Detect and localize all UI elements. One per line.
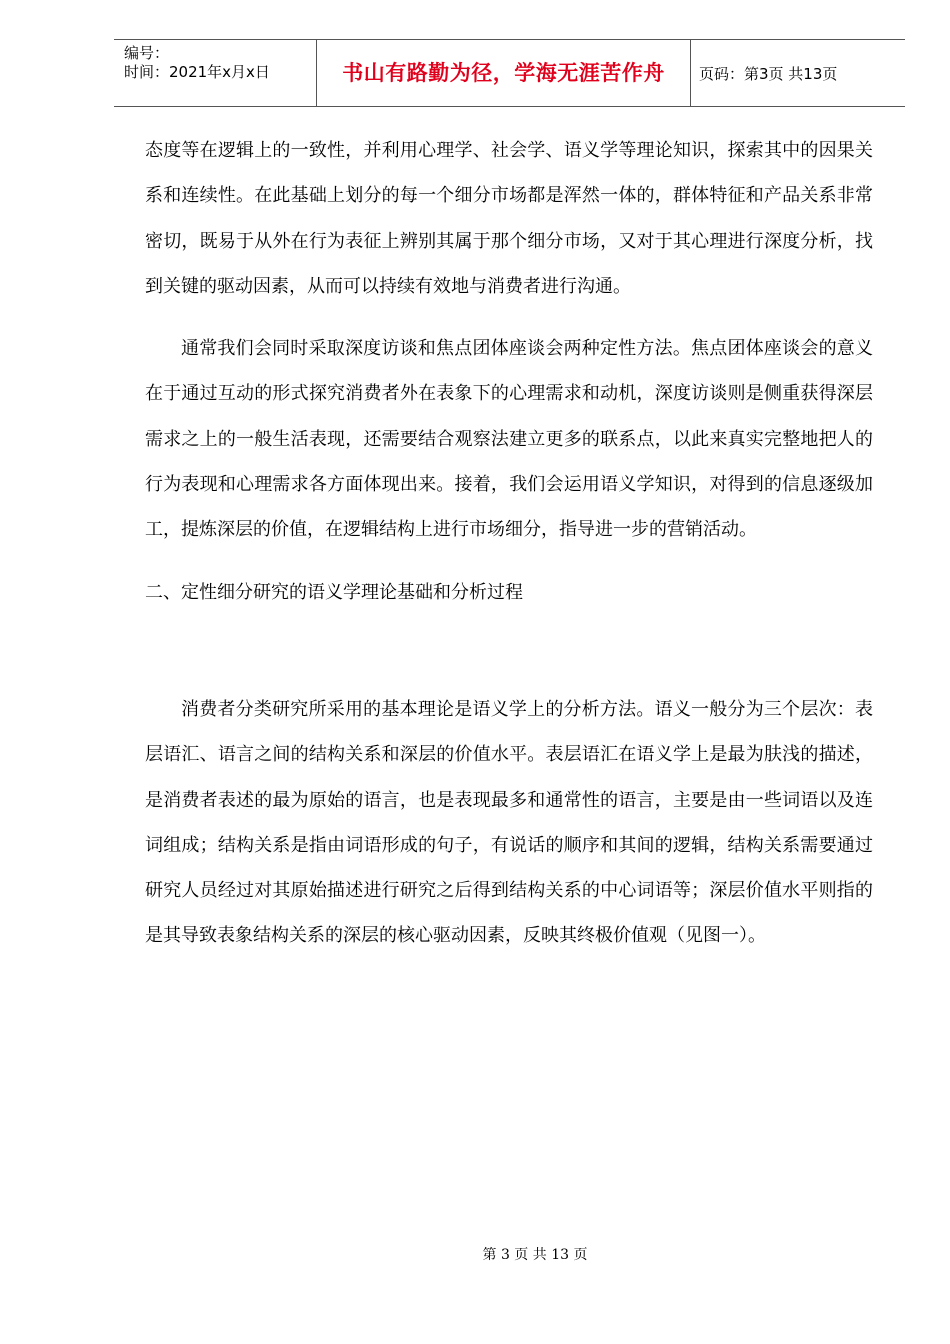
page-header bbox=[114, 39, 905, 107]
body-paragraph: 态度等在逻辑上的一致性，并利用心理学、社会学、语义学等理论知识，探索其中的因果关系和连续性。在此基础上划分的每一个细分市场都是浑然一体的，群体特征和产品关系非常密切，既易于从外在行为表征上辨别其属于那个细分市场，又对于其心理进行深度分析，找到关键的驱动因素，从而可以持续有效地与消费者进行沟通。 bbox=[145, 140, 873, 297]
body-paragraph: 消费者分类研究所采用的基本理论是语义学上的分析方法。语义一般分为三个层次：表层语汇、语言之间的结构关系和深层的价值水平。表层语汇在语义学上是最为肤浅的描述，是消费者表述的最为原始的语言，也是表现最多和通常性的语言，主要是由一些词语以及连词组成；结构关系是指由词语形成的句子，有说话的顺序和其间的逻辑，结构关系需要通过研究人员经过对其原始描述进行研究之后得到结构关系的中心词语等；深层价值水平则指的是其导致表象结构关系的深层的核心驱动因素，反映其终极价值观（见图一）。 bbox=[145, 698, 873, 947]
section-heading: 二、定性细分研究的语义学理论基础和分析过程 bbox=[145, 581, 523, 603]
document-body bbox=[145, 128, 873, 959]
header-meta bbox=[114, 40, 316, 106]
header-page-info: 页码：第3页 共13页 bbox=[699, 65, 838, 83]
date-label: 时间：2021年x月x日 bbox=[124, 63, 270, 81]
serial-label: 编号： bbox=[124, 44, 170, 62]
page-footer: 第 3 页 共 13 页 bbox=[482, 1247, 588, 1263]
header-motto: 书山有路勤为径，学海无涯苦作舟 bbox=[316, 40, 691, 106]
body-paragraph: 通常我们会同时采取深度访谈和焦点团体座谈会两种定性方法。焦点团体座谈会的意义在于通过互动的形式探究消费者外在表象下的心理需求和动机，深度访谈则是侧重获得深层需求之上的一般生活表现，还需要结合观察法建立更多的联系点，以此来真实完整地把人的行为表现和心理需求各方面体现出来。接着，我们会运用语义学知识，对得到的信息逐级加工，提炼深层的价值，在逻辑结构上进行市场细分，指导进一步的营销活动。 bbox=[145, 338, 873, 541]
